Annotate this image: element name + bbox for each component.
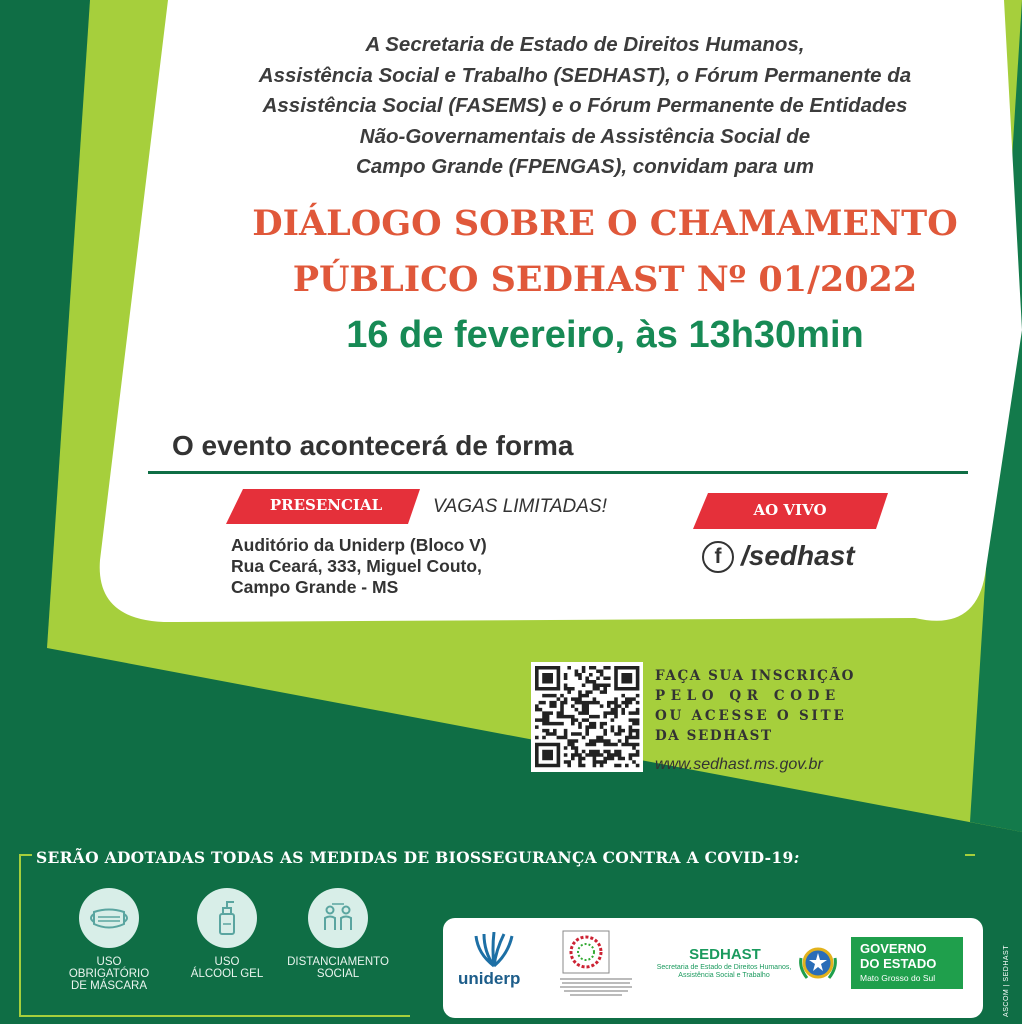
gel-label [172,956,282,980]
sedhast-logo-text: SEDHAST [689,946,761,963]
website-link[interactable]: www.sedhast.ms.gov.br [655,756,823,773]
label-line: DISTANCIAMENTO [287,956,389,968]
gel-bottle-icon [197,888,257,948]
intro-line: Assistência Social (FASEMS) e o Fórum Permanente de Entidades [262,94,908,117]
label-line: OBRIGATÓRIO [68,968,150,980]
mask-icon [79,888,139,948]
intro-line: Campo Grande (FPENGAS), convidam para um [356,155,814,178]
registration-line: FAÇA SUA INSCRIÇÃO [655,668,855,684]
intro-line: Não-Governamentais de Assistência Social de [359,124,811,148]
registration-line: DA SEDHAST [655,728,773,744]
label-line: USO [214,956,240,968]
state-coat-of-arms-icon [793,938,843,988]
forum-seal-fineprint [556,976,636,998]
distancing-label [283,956,393,980]
gov-line: GOVERNO [860,941,927,956]
facebook-icon: f [702,541,734,573]
divider [148,471,968,474]
facebook-handle[interactable]: /sedhast [741,540,855,571]
government-state-name: Mato Grosso do Sul [860,973,936,983]
uniderp-logo-text: uniderp [458,969,521,988]
distancing-icon [308,888,368,948]
qr-modules [535,666,639,767]
government-logo-text [860,941,936,971]
registration-line: PELO QR CODE [655,688,841,704]
venue-address [231,535,487,598]
event-title-line: DIÁLOGO SOBRE O CHAMAMENTO [252,203,958,244]
intro-line: A Secretaria de Estado de Direitos Humanos, [365,33,805,56]
intro-line: Assistência Social e Trabalho (SEDHAST), o Fórum Permanente da [258,63,912,87]
address-line: Campo Grande - MS [231,577,399,597]
sedhast-logo-subtitle [636,964,812,980]
biosafety-title-text: SERÃO ADOTADAS TODAS AS MEDIDAS DE BIOSSEGURANÇA CONTRA A COVID-19 [36,848,794,867]
qr-code[interactable] [531,662,643,772]
address-line: Auditório da Uniderp (Bloco V) [231,535,487,555]
event-title-line: PÚBLICO SEDHAST Nº 01/2022 [292,259,918,300]
uniderp-logo-icon [468,932,520,968]
subtitle-line: Secretaria de Estado de Direitos Humanos, [656,964,792,971]
registration-line: OU ACESSE O SITE [655,708,847,724]
mask-label [54,956,164,992]
registration-text [655,666,855,746]
label-line: SOCIAL [316,968,360,980]
ascom-credit: ASCOM | SEDHAST [1003,945,1010,1017]
event-format-heading: O evento acontecerá de forma [172,430,574,461]
intro-text [170,30,1000,183]
label-line: ÁLCOOL GEL [190,968,264,980]
biosafety-title-colon: : [793,848,800,867]
label-line: DE MÁSCARA [70,980,148,992]
label-line: USO [96,956,122,968]
event-date: 16 de fevereiro, às 13h30min [346,314,864,356]
presencial-badge: PRESENCIAL [269,496,383,514]
subtitle-line: Assistência Social e Trabalho [678,972,770,979]
biosafety-title [36,848,800,867]
forum-seal-icon [562,930,610,974]
vagas-limitadas-note: VAGAS LIMITADAS! [433,496,607,517]
event-title [180,196,1022,308]
address-line: Rua Ceará, 333, Miguel Couto, [231,556,482,576]
gov-line: DO ESTADO [860,956,937,971]
ao-vivo-badge: AO VIVO [753,501,827,519]
